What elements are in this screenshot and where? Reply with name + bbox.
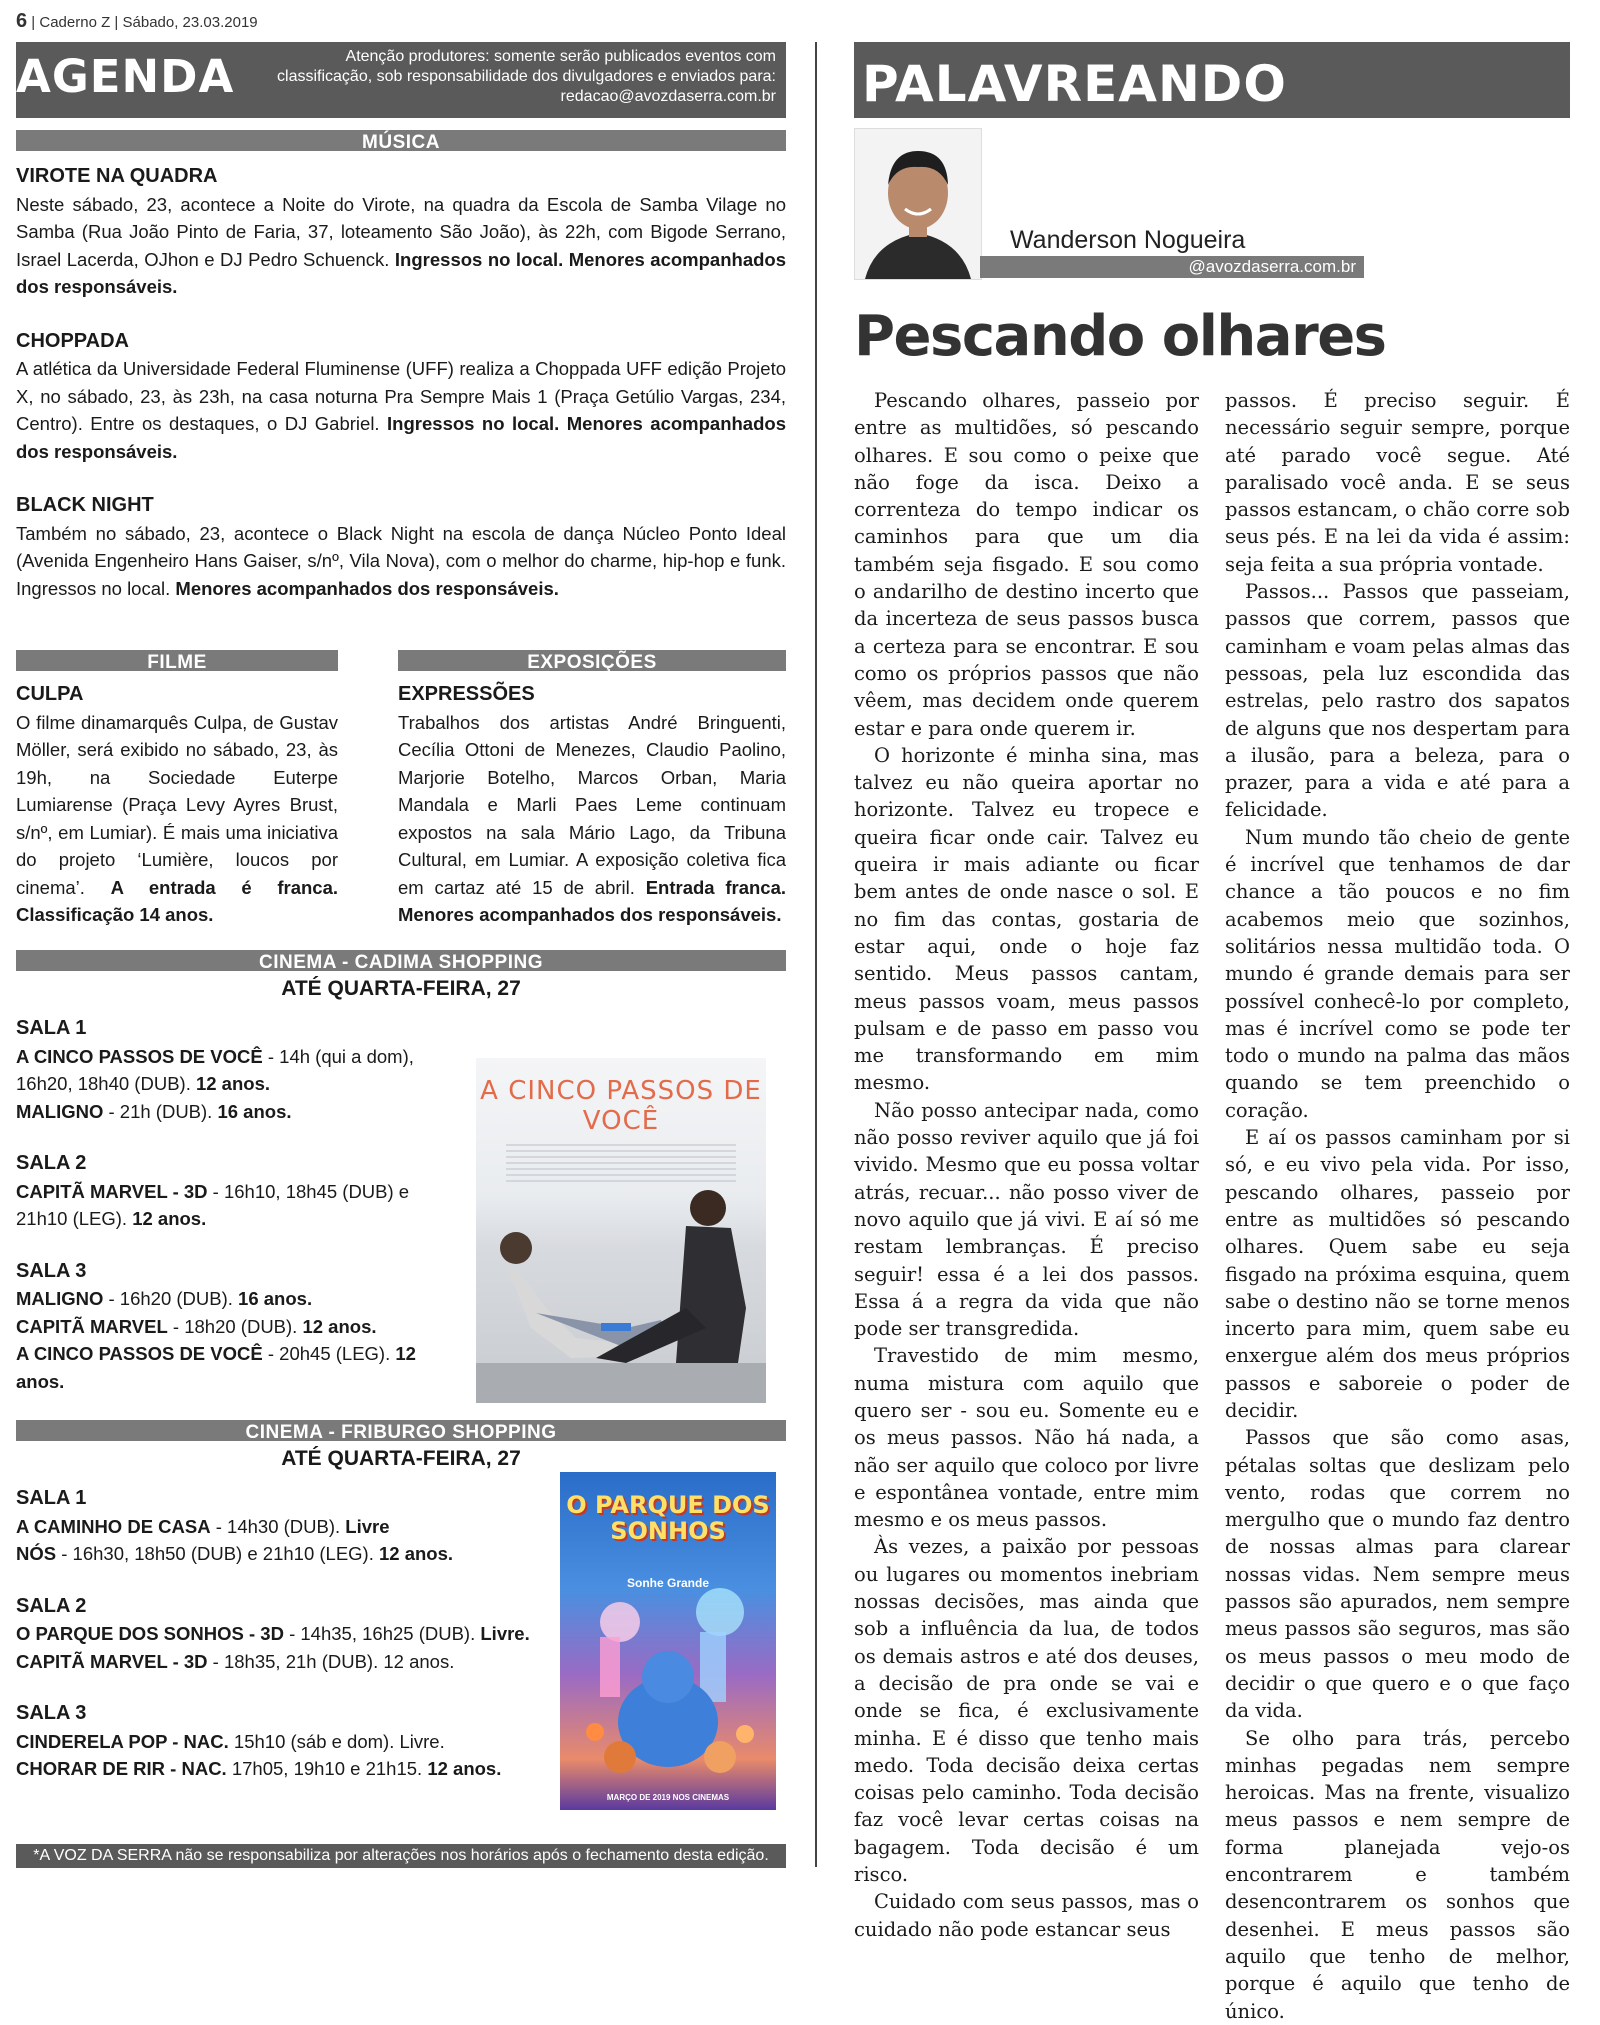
exhibition-event (398, 681, 786, 929)
paragraph: O horizonte é minha sina, mas talvez eu não queira aportar no horizonte. Talvez eu tropece e queira ficar onde cair. Talvez eu queira ir mais adiante ou ficar bem antes de onde nasce o sol. E no fim das contas, gostaria de estar aqui, onde o hoje faz sentido. Meus passos cantam, meus passos voam, meus passos pulsam e de passo em passo vou me transformando em mim mesmo. (854, 743, 1199, 1095)
showtimes: - 14h (qui a dom), 16h20, 18h40 (DUB). (16, 1045, 414, 1094)
paragraph: Passos... Passos que passeiam, passos que correm, passos que caminham e voam pelas almas das pessoas, pela luz escondida das estrelas, pelo rastro dos sapatos de alguns que nos despertam para a ilusão, para a beleza, para o prazer, para a vida e até para a felicidade. (1225, 580, 1570, 822)
disclaimer-footnote: *A VOZ DA SERRA não se responsabiliza por alterações nos horários após o fechamento desta edição. (16, 1844, 786, 1868)
cinema-friburgo-heading: CINEMA - FRIBURGO SHOPPING (16, 1420, 786, 1441)
showtime-line (16, 1313, 461, 1341)
screen-name: SALA 2 (16, 1152, 87, 1174)
event-body: Também no sábado, 23, acontece o Black Night na escola de dança Núcleo Ponto Ideal (Avenida Engenheiro Hans Gaiser, s/nº, Vila Nova), com o melhor do charme, hip-hop e funk. Ingressos no local. (16, 522, 786, 599)
film-section-heading: FILME (16, 650, 338, 671)
screen-listing (16, 1015, 461, 1125)
movie-title: A CINCO PASSOS DE VOCÊ (16, 1045, 263, 1067)
agenda-notice: Atenção produtores: somente serão publicados eventos com classificação, sob responsabilidade dos divulgadores e enviados para: redacao@avozdaserra.com.br (277, 48, 776, 105)
movie-title: NÓS (16, 1543, 57, 1564)
agenda-header (16, 42, 786, 118)
page-date: Sábado, 23.03.2019 (122, 14, 258, 31)
showtime-line (16, 1620, 546, 1648)
showtime-line (16, 1513, 546, 1541)
poster-tagline: Sonhe Grande (626, 1576, 709, 1590)
cinema-cadima-listings (16, 1015, 461, 1395)
film-event (16, 681, 338, 929)
movie-title: MALIGNO (16, 1288, 104, 1309)
paragraph: Travestido de mim mesmo, numa mistura com aquilo que quero ser - sou eu. Somente eu e os meus passos. Não há nada, a não ser aquilo que coloco por livre e espontânea vontade, entre mim mesmo e os meus passos. (854, 1344, 1199, 1532)
film-exhibition-row (16, 650, 786, 950)
showtime-line (16, 1285, 461, 1313)
screen-listing (16, 1258, 461, 1396)
section-name: Caderno Z (39, 14, 111, 31)
movie-title: A CAMINHO DE CASA (16, 1515, 211, 1537)
page-number: 6 (16, 10, 28, 32)
showtimes: - 18h35, 21h (DUB). 12 anos. (207, 1650, 455, 1672)
poster-title: A CINCO PASSOS DE VOCÊ (480, 1076, 762, 1136)
age-rating: 16 anos. (238, 1288, 313, 1309)
movie-title: CINDERELA POP - NAC. (16, 1730, 229, 1752)
poster-illustration (476, 1058, 766, 1403)
author-byline (854, 118, 1570, 298)
paragraph: Se olho para trás, percebo minhas pegadas nem sempre heroicas. Mas na frente, visualizo meus passos e nem sempre de forma planejada vejo-os encontrarem e também desencontrarem os sonhos que desenhei. E meus passos são aquilo que tenho de melhor, porque é aquilo que tenho de único. (1225, 1726, 1570, 2023)
age-rating: 12 anos. (379, 1543, 454, 1564)
poster-title: O PARQUE DOS SONHOS (566, 1491, 770, 1545)
age-rating: 16 anos. (217, 1100, 292, 1122)
showtimes: - 14h30 (DUB). (210, 1515, 346, 1537)
movie-title: A CINCO PASSOS DE VOCÊ (16, 1343, 263, 1364)
exhibition-section-heading: EXPOSIÇÕES (398, 650, 786, 671)
showtime-line (16, 1178, 461, 1233)
age-rating: 12 anos. (132, 1208, 207, 1229)
movie-title: CAPITÃ MARVEL (16, 1315, 168, 1337)
screen-listing (16, 1485, 546, 1568)
music-event (16, 328, 786, 466)
event-body: Neste sábado, 23, acontece a Noite do Virote, na quadra da Escola de Samba Vilage no Samba (Rua João Pinto de Faria, 37, loteamento São João), às 22h, com Bigode Serrano, Israel Lacerda, OJhon e DJ Pedro Schuenck. (16, 193, 786, 270)
showtimes: 17h05, 19h10 e 21h15. (226, 1758, 428, 1779)
music-event (16, 492, 786, 602)
showtimes: - 14h35, 16h25 (DUB). (283, 1623, 481, 1644)
showtime-line (16, 1728, 546, 1756)
music-section-heading: MÚSICA (16, 130, 786, 151)
movie-title: O PARQUE DOS SONHOS - 3D (16, 1623, 284, 1644)
article-column-1 (854, 387, 1199, 2025)
poster-illustration (560, 1472, 776, 1810)
page-header: 6 | Caderno Z | Sábado, 23.03.2019 (16, 10, 258, 32)
author-email: @avozdaserra.com.br (980, 256, 1364, 278)
paragraph: passos. É preciso seguir. É necessário seguir sempre, porque até parado você segue. Até paralisado você anda. E se seus passos estancam, o chão corre sob seus pés. E na lei da vida é assim: seja feita a sua própria vontade. (1225, 389, 1570, 576)
paragraph: Não posso antecipar nada, como não posso reviver aquilo que já foi vivido. Mesmo que eu possa voltar atrás, recuar... não posso viver de novo aquilo que já vivi. E aí só me restam lembranças. É preciso seguir! essa é a lei dos passos. Essa á a regra da vida que não pode ser transgredida. (854, 1098, 1199, 1341)
event-title: EXPRESSÕES (398, 683, 535, 705)
movie-title: CAPITÃ MARVEL - 3D (16, 1180, 208, 1202)
paragraph: E aí os passos caminham por si só, e eu vivo pela vida. Por isso, pescando olhares, passeio por entre as multidões só pescando olhares. Quem sabe eu seja fisgado na próxima esquina, quem sabe o destino não se torne menos incerto para mim, quem sabe eu enxergue além dos meus próprios passos e saboreie o poder de decidir. (1225, 1126, 1570, 1422)
showtimes: - 18h20 (DUB). (167, 1315, 303, 1337)
showtimes: - 16h30, 18h50 (DUB) e 21h10 (LEG). (56, 1543, 379, 1564)
showtime-line (16, 1540, 546, 1568)
cinema-friburgo-dates: ATÉ QUARTA-FEIRA, 27 (281, 1447, 521, 1470)
showtimes: 15h10 (sáb e dom). Livre. (228, 1730, 445, 1752)
screen-name: SALA 3 (16, 1702, 87, 1724)
event-body: O filme dinamarquês Culpa, de Gustav Möller, será exibido no sábado, 23, às 19h, na Sociedade Euterpe Lumiarense (Praça Levy Ayres Brust, s/nº, em Lumiar). É mais uma iniciativa do projeto ‘Lumière, loucos por cinema’. (16, 711, 338, 898)
movie-title: CAPITÃ MARVEL - 3D (16, 1650, 208, 1672)
showtimes: - 16h10, 18h45 (DUB) e 21h10 (LEG). (16, 1180, 410, 1229)
age-rating: 12 anos. (195, 1073, 271, 1094)
column-title: PALAVREANDO (854, 42, 1570, 118)
paragraph: Às vezes, a paixão por pessoas ou lugares ou momentos inebriam nossas decisões, mas ainda que sob a influência da lua, de todos os demais astros e até dos deuses, a decisão de pra onde se vai e onde se fica, é exclusivamente minha. E é disso que tenho mais medo. Toda decisão deixa certas coisas pelo caminho. Toda decisão faz você levar certas coisas na bagagem. Toda decisão é um risco. (854, 1535, 1199, 1887)
age-rating: 12 anos. (16, 1343, 416, 1392)
event-body: Trabalhos dos artistas André Bringuenti, Cecília Ottoni de Menezes, Claudio Paolino, Marjorie Botelho, Marcos Orban, Maria Mandala e Marli Paes Leme continuam expostos na sala Mário Lago, da Tribuna Cultural, em Lumiar. A exposição coletiva fica em cartaz até 15 de abril. (398, 711, 786, 898)
showtime-line (16, 1755, 546, 1783)
cinema-cadima-dates: ATÉ QUARTA-FEIRA, 27 (281, 977, 521, 1000)
movie-poster-a-cinco-passos (476, 1058, 766, 1403)
event-note: Entrada franca. Menores acompanhados dos responsáveis. (398, 876, 787, 925)
movie-title: MALIGNO (16, 1100, 104, 1122)
paragraph: Passos que são como asas, pétalas soltas que deslizam pelo vento, rodas que correm no mergulho que o mundo faz dentro de nossas almas para clarear nossas vidas. Nem sempre meus passos são apurados, nem sempre meus passos são seguros, mas são os meus passos o meu modo de decidir o que quero e o que faço da vida. (1225, 1426, 1570, 1723)
screen-listing (16, 1593, 546, 1676)
film-section (16, 650, 338, 929)
cinema-cadima-heading: CINEMA - CADIMA SHOPPING (16, 950, 786, 971)
screen-name: SALA 3 (16, 1259, 87, 1282)
exhibition-section (398, 650, 786, 929)
screen-listing (16, 1700, 546, 1783)
agenda-title: AGENDA (16, 50, 235, 103)
screen-name: SALA 1 (16, 1487, 87, 1509)
movie-title: CHORAR DE RIR - NAC. (16, 1758, 227, 1779)
author-name: Wanderson Nogueira (1004, 226, 1251, 255)
column-divider (815, 42, 817, 1867)
author-portrait (855, 129, 981, 279)
showtimes: - 20h45 (LEG). (262, 1343, 396, 1364)
screen-name: SALA 1 (16, 1017, 87, 1039)
age-rating: Livre. (480, 1623, 530, 1644)
article-body (854, 387, 1570, 2025)
author-photo (854, 128, 982, 280)
screen-name: SALA 2 (16, 1594, 87, 1617)
paragraph: Pescando olhares, passeio por entre as multidões, só pescando olhares. E sou como o peixe que não foge da isca. Deixo a correnteza do tempo indicar os caminhos para que um dia também seja fisgado. E sou como o andarilho de destino incerto que da incerteza de seus passos busca a certeza para se encontrar. E sou como os próprios passos que não vêem, mas decidem onde querem estar e para onde querem ir. (854, 389, 1199, 740)
screen-listing (16, 1150, 461, 1233)
showtimes: - 16h20 (DUB). (103, 1288, 239, 1309)
showtime-line (16, 1043, 461, 1098)
event-note: Ingressos no local. Menores acompanhados dos responsáveis. (16, 413, 786, 462)
event-body: A atlética da Universidade Federal Fluminense (UFF) realiza a Choppada UFF edição Projeto X, no sábado, 23, às 23h, na casa noturna Pra Sempre Mais 1 (Praça Getúlio Vargas, 234, Centro). Entre os destaques, o DJ Gabriel. (16, 358, 786, 434)
event-note: Ingressos no local. Menores acompanhados dos responsáveis. (16, 248, 786, 297)
paragraph: Num mundo tão cheio de gente é incrível que tenhamos de dar chance a tão poucos e no fim acabemos meio que sozinhos, solitários nessa multidão toda. O mundo é grande demais para ser possível conhecê-lo por completo, mas é incrível como se pode ter todo o mundo na palma das mãos quando se tem preenchido o coração. (1225, 825, 1570, 1122)
cinema-friburgo-listings (16, 1485, 546, 1783)
event-title: BLACK NIGHT (16, 494, 154, 516)
showtime-line (16, 1098, 461, 1126)
music-event (16, 163, 786, 301)
age-rating: Livre (345, 1515, 390, 1537)
event-title: VIROTE NA QUADRA (16, 165, 218, 187)
showtimes: - 21h (DUB). (103, 1100, 218, 1122)
age-rating: 12 anos. (427, 1758, 502, 1779)
showtime-line (16, 1340, 461, 1395)
article-column-2 (1225, 387, 1570, 2025)
article-headline: Pescando olhares (854, 304, 1386, 369)
movie-poster-o-parque-dos-sonhos (560, 1472, 776, 1810)
paragraph: Cuidado com seus passos, mas o cuidado não pode estancar seus (854, 1890, 1199, 1941)
event-title: CULPA (16, 683, 84, 705)
age-rating: 12 anos. (302, 1315, 377, 1337)
event-title: CHOPPADA (16, 329, 129, 352)
event-note: A entrada é franca. Classificação 14 anos. (16, 876, 338, 925)
event-note: Menores acompanhados dos responsáveis. (175, 577, 559, 599)
showtime-line (16, 1648, 546, 1676)
opinion-column (854, 42, 1570, 2025)
poster-release: MARÇO DE 2019 NOS CINEMAS (606, 1793, 730, 1802)
